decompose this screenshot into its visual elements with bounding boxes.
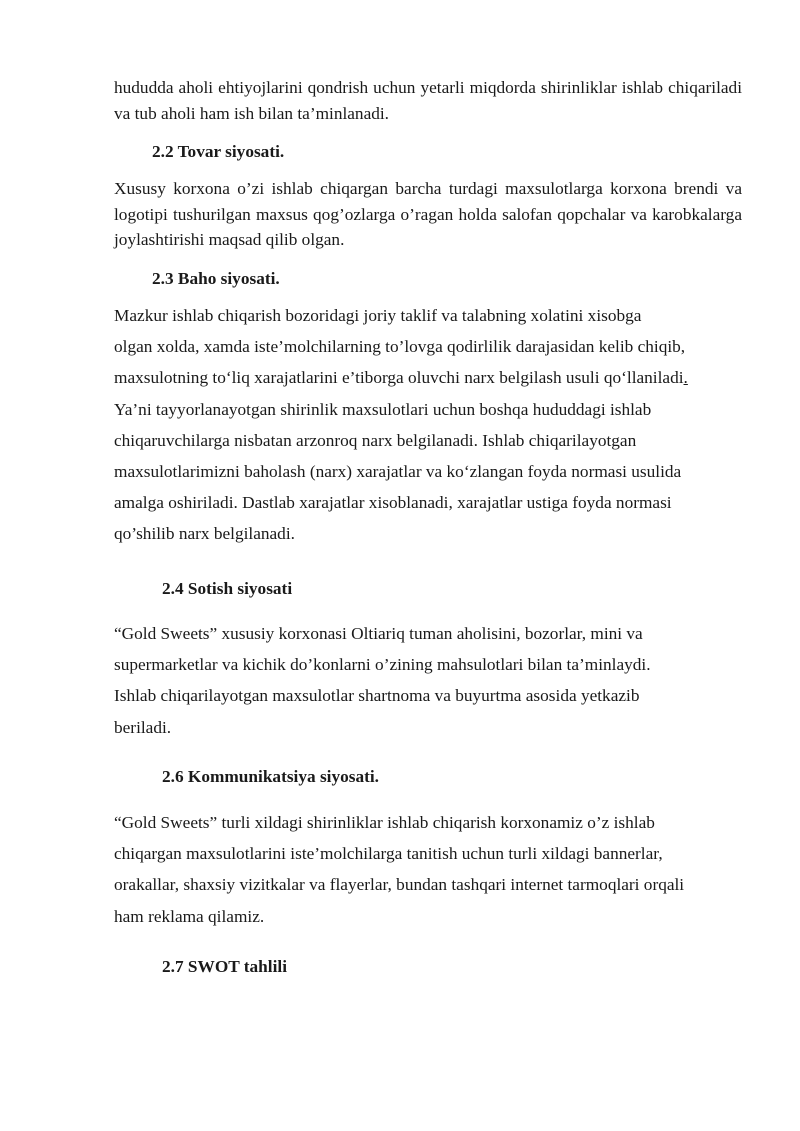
tovar-paragraph: Xususy korxona o’zi ishlab chiqargan barcha turdagi maxsulotlarga korxona brendi va logotipi tushurilgan maxsus qog’ozlarga o’ragan holda salofan qopchalar va karobkalarga joylashtirishi maqsad qilib olgan. [114, 179, 742, 249]
sotish-paragraph [114, 618, 742, 743]
baho-line-3-text: maxsulotning to‘liq xarajatlarini e’tiborga oluvchi narx belgilash usuli qo‘llaniladi [114, 368, 684, 388]
baho-line-3 [114, 362, 742, 393]
kommunikatsiya-paragraph [114, 807, 742, 932]
baho-line-5: chiqaruvchilarga nisbatan arzonroq narx belgilanadi. Ishlab chiqarilayotgan [114, 430, 637, 450]
baho-line-8: qo’shilib narx belgilanadi. [114, 524, 295, 544]
sotish-line-4: beriladi. [114, 717, 172, 737]
komm-line-3: orakallar, shaxsiy vizitkalar va flayerlar, bundan tashqari internet tarmoqlari orqali [114, 875, 685, 895]
sotish-line-3: Ishlab chiqarilayotgan maxsulotlar shartnoma va buyurtma asosida yetkazib [114, 686, 640, 706]
heading-kommunikatsiya-siyosati: 2.6 Kommunikatsiya siyosati. [162, 767, 380, 786]
heading-baho-siyosati: 2.3 Baho siyosati. [152, 269, 280, 288]
heading-sotish-siyosati: 2.4 Sotish siyosati [162, 579, 293, 598]
intro-paragraph: hududda aholi ehtiyojlarini qondrish uchun yetarli miqdorda shirinliklar ishlab chiqariladi va tub aholi ham ish bilan ta’minlanadi. [114, 78, 742, 123]
baho-line-2: olgan xolda, xamda iste’molchilarning to’lovga qodirlilik darajasidan kelib chiqib, [114, 337, 686, 357]
heading-tovar-siyosati: 2.2 Tovar siyosati. [152, 142, 285, 161]
heading-swot-tahlili: 2.7 SWOT tahlili [162, 957, 288, 976]
baho-line-4: Ya’ni tayyorlanayotgan shirinlik maxsulotlari uchun boshqa hududdagi ishlab [114, 399, 652, 419]
baho-line-1: Mazkur ishlab chiqarish bozoridagi joriy taklif va talabning xolatini xisobga [114, 306, 642, 325]
baho-line-7: amalga oshiriladi. Dastlab xarajatlar xisoblanadi, xarajatlar ustiga foyda normasi [114, 493, 672, 513]
komm-line-1: “Gold Sweets” turli xildagi shirinliklar ishlab chiqarish korxonamiz o’z ishlab [114, 813, 655, 832]
baho-paragraph [114, 300, 742, 550]
sotish-line-1: “Gold Sweets” xususiy korxonasi Oltiariq tuman aholisini, bozorlar, mini va [114, 624, 643, 643]
komm-line-2: chiqargan maxsulotlarini iste’molchilarga tanitish uchun turli xildagi bannerlar, [114, 844, 663, 864]
komm-line-4: ham reklama qilamiz. [114, 906, 265, 926]
baho-line-3-period: . [683, 368, 688, 388]
baho-line-6: maxsulotlarimizni baholash (narx) xarajatlar va ko‘zlangan foyda normasi usulida [114, 462, 682, 482]
sotish-line-2: supermarketlar va kichik do’konlarni o’zining mahsulotlari bilan ta’minlaydi. [114, 655, 651, 675]
